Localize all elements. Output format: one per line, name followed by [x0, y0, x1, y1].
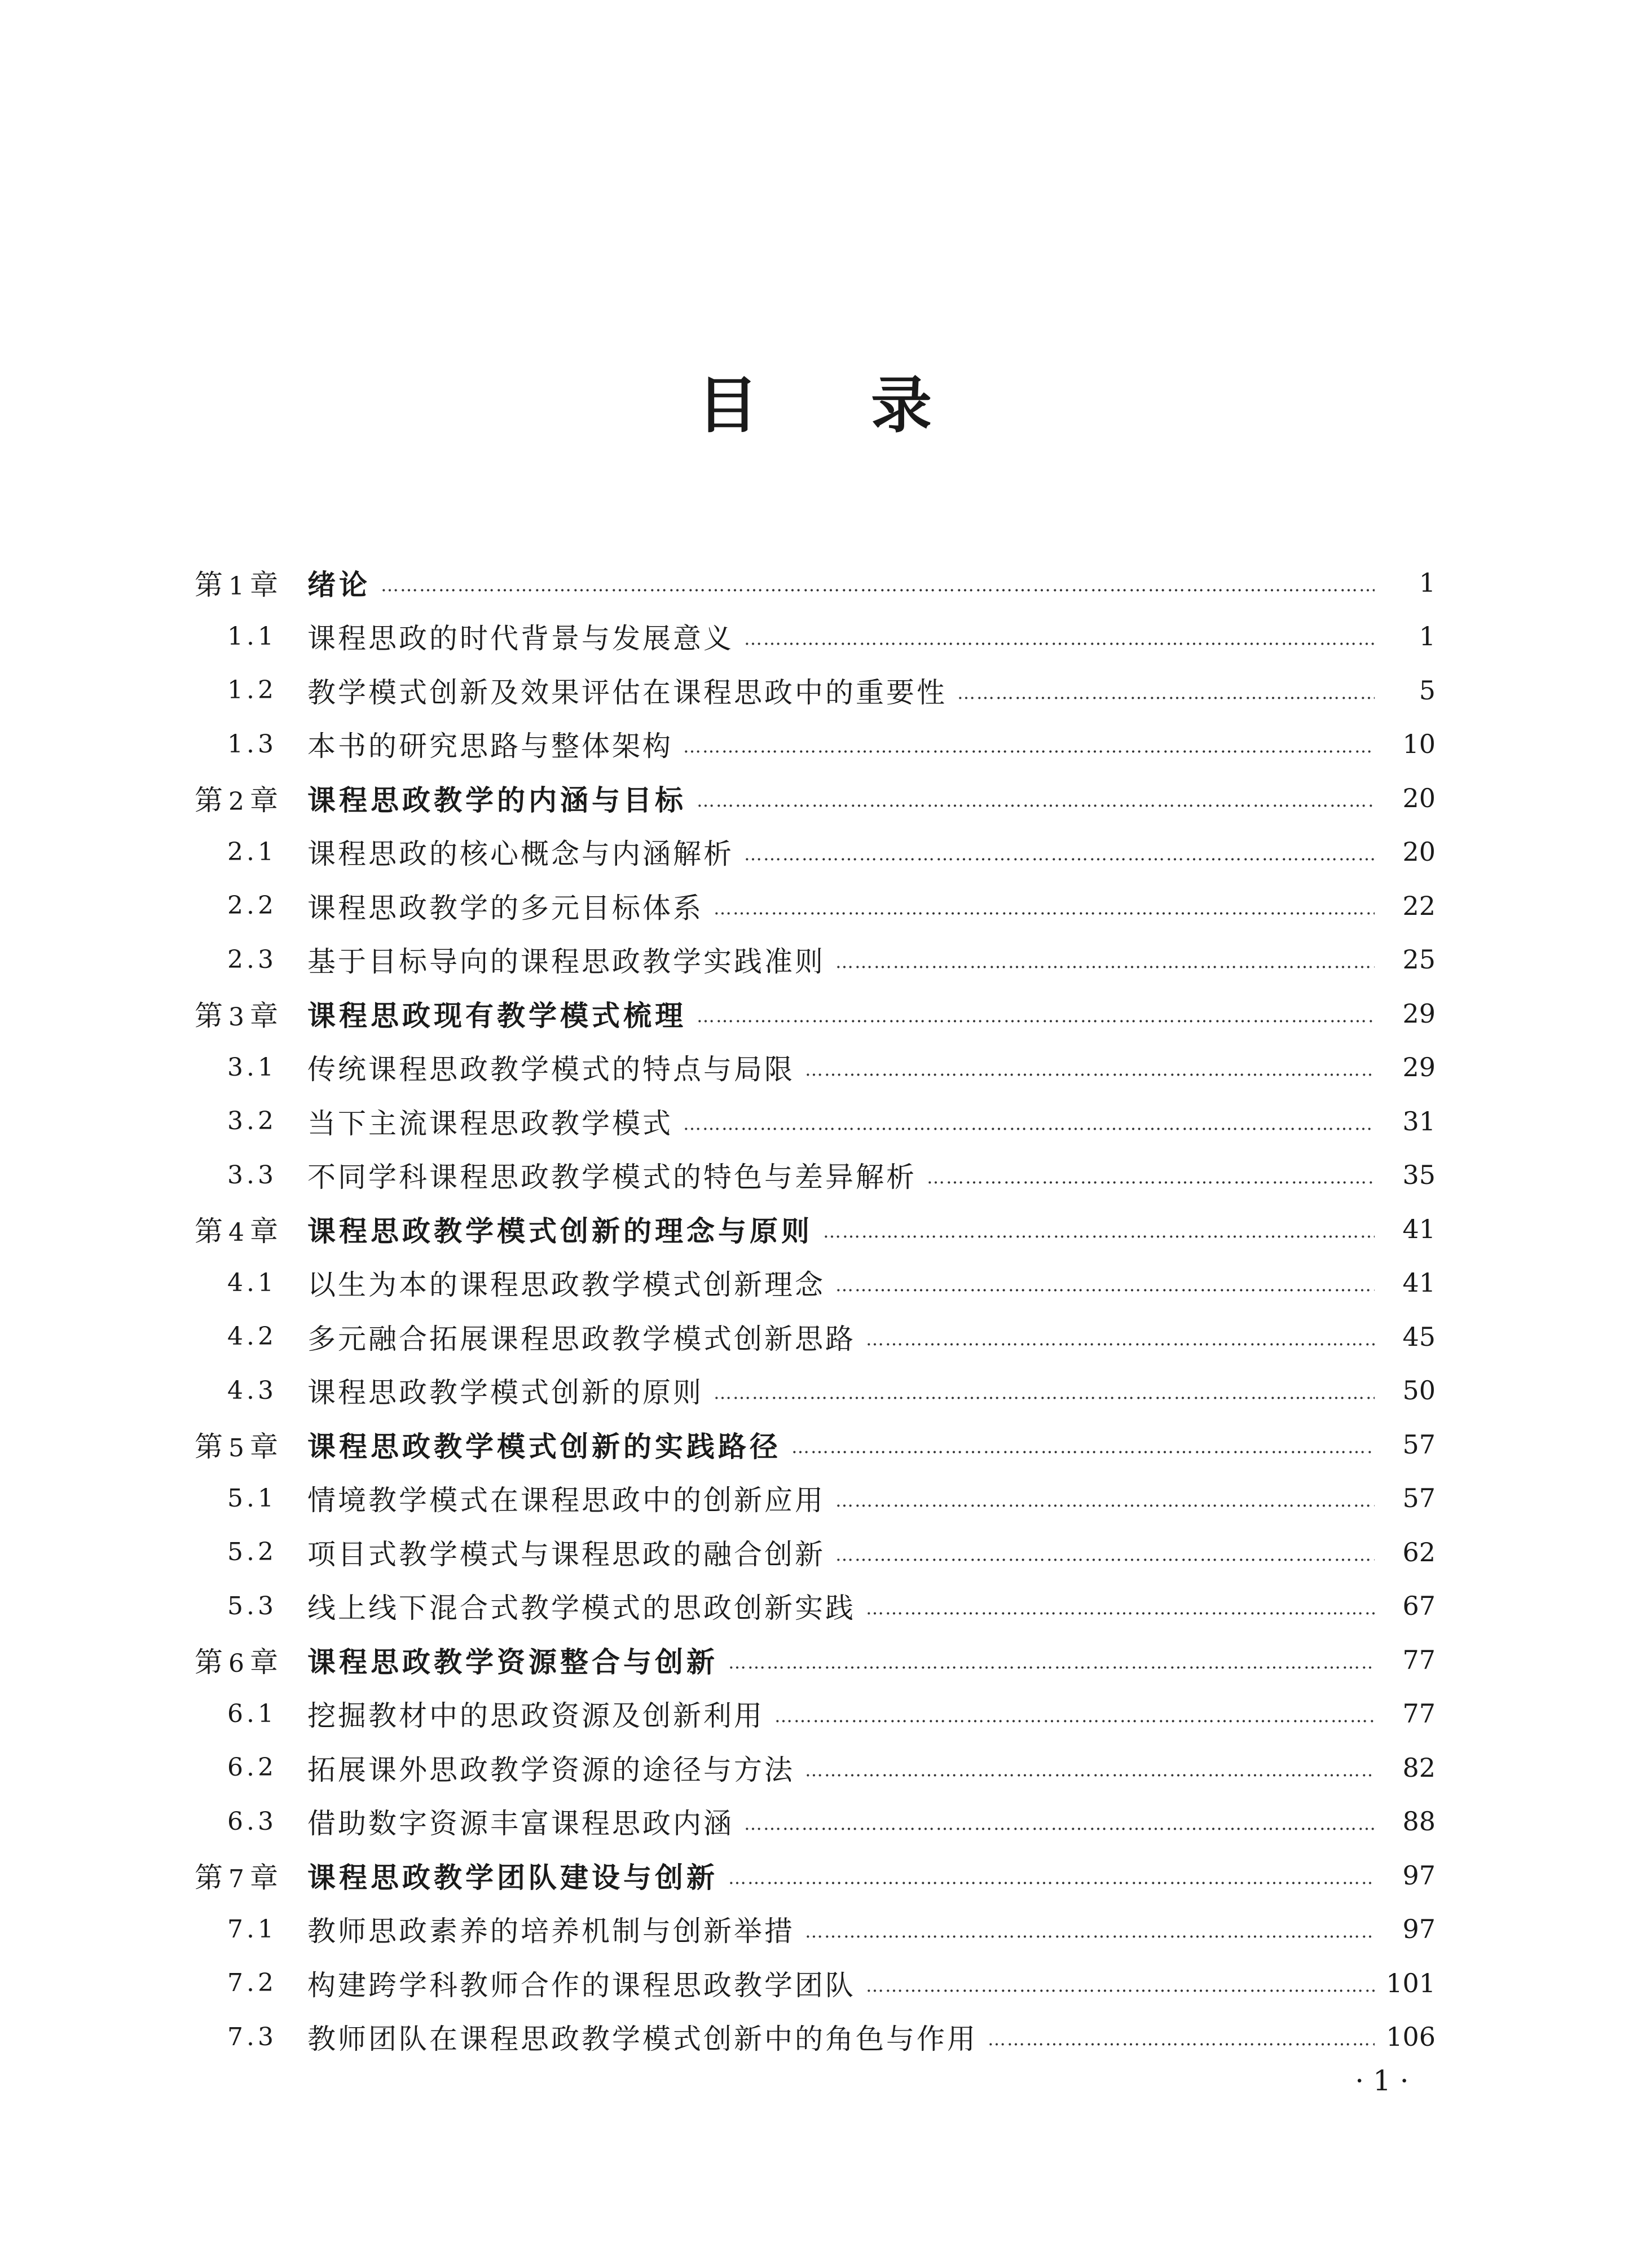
dot-leader [805, 1921, 1375, 1942]
page-ref: 25 [1402, 944, 1436, 975]
section-number: 7.2 [227, 1968, 277, 1998]
page-ref: 10 [1402, 729, 1436, 760]
toc-section-entry[interactable] [195, 825, 1436, 879]
dot-leader [805, 1059, 1375, 1080]
section-number: 6.1 [227, 1699, 277, 1728]
toc-chapter-entry[interactable] [195, 556, 1436, 610]
section-title: 多元融合拓展课程思政教学模式创新思路 [307, 1322, 856, 1355]
chapter-number-prefix: 第 [195, 1214, 223, 1248]
chapter-number [195, 1855, 307, 1896]
chapter-number-suffix: 章 [250, 1645, 278, 1679]
dot-leader [728, 1867, 1375, 1888]
dot-leader [835, 1274, 1375, 1296]
toc-section-entry[interactable] [195, 1525, 1436, 1579]
section-title: 情境教学模式在课程思政中的创新应用 [307, 1484, 825, 1517]
chapter-number-prefix: 第 [195, 568, 223, 601]
dot-leader [683, 1113, 1375, 1134]
section-title: 本书的研究思路与整体架构 [307, 730, 673, 763]
page-title [0, 367, 1629, 446]
dot-leader [988, 2028, 1375, 2050]
chapter-title: 课程思政教学的内涵与目标 [307, 783, 686, 817]
page-ref: 57 [1402, 1483, 1436, 1514]
toc-chapter-entry[interactable] [195, 1633, 1436, 1687]
chapter-title: 课程思政教学团队建设与创新 [307, 1861, 718, 1894]
section-number: 5.2 [227, 1538, 277, 1567]
toc-chapter-entry[interactable] [195, 987, 1436, 1041]
page-number: · 1 · [1355, 2064, 1409, 2097]
chapter-number-n: 5 [228, 1433, 244, 1463]
page-ref: 20 [1402, 836, 1436, 867]
page-ref: 41 [1402, 1213, 1436, 1244]
section-title: 线上线下混合式教学模式的思政创新实践 [307, 1592, 856, 1625]
page-ref: 35 [1402, 1160, 1436, 1191]
page-ref: 77 [1402, 1698, 1436, 1729]
chapter-title: 绪论 [307, 568, 371, 601]
section-number: 2.1 [227, 837, 277, 866]
page-ref: 29 [1402, 998, 1436, 1029]
section-number: 2.3 [227, 945, 277, 974]
chapter-number-n: 4 [228, 1218, 244, 1247]
page-ref: 97 [1402, 1914, 1436, 1945]
toc-chapter-entry[interactable] [195, 771, 1436, 825]
section-number: 1.3 [227, 729, 277, 759]
chapter-number-suffix: 章 [250, 783, 278, 817]
section-title: 教师思政素养的培养机制与创新举措 [307, 1915, 795, 1948]
section-title: 课程思政的核心概念与内涵解析 [307, 838, 734, 871]
toc-chapter-entry[interactable] [195, 1848, 1436, 1903]
section-number: 7.1 [227, 1914, 277, 1944]
section-number: 4.1 [227, 1268, 277, 1297]
dot-leader [866, 1328, 1375, 1350]
section-title: 课程思政教学的多元目标体系 [307, 891, 703, 924]
section-title: 项目式教学模式与课程思政的融合创新 [307, 1538, 825, 1571]
chapter-number [195, 1424, 307, 1465]
chapter-number-n: 1 [228, 571, 244, 601]
toc-section-entry[interactable] [195, 1903, 1436, 1957]
section-title: 构建跨学科教师合作的课程思政教学团队 [307, 1968, 856, 2002]
dot-leader [744, 628, 1375, 649]
dot-leader [714, 1382, 1375, 1403]
page-title-char-2: 录 [871, 371, 932, 441]
toc-section-entry[interactable] [195, 879, 1436, 933]
dot-leader [805, 1759, 1375, 1781]
dot-leader [835, 951, 1375, 972]
toc-section-entry[interactable] [195, 1041, 1436, 1095]
dot-leader [744, 843, 1375, 865]
page-ref: 77 [1402, 1644, 1436, 1675]
chapter-number-prefix: 第 [195, 1645, 223, 1679]
dot-leader [957, 682, 1375, 703]
toc-section-entry[interactable] [195, 717, 1436, 772]
page-ref: 41 [1402, 1267, 1436, 1298]
dot-leader [728, 1652, 1375, 1673]
dot-leader [866, 1597, 1375, 1619]
page-ref: 22 [1402, 890, 1436, 921]
dot-leader [697, 1005, 1375, 1027]
chapter-number-n: 3 [228, 1002, 244, 1032]
section-number: 3.1 [227, 1052, 277, 1082]
section-number: 1.2 [227, 676, 277, 705]
toc-section-entry[interactable] [195, 1148, 1436, 1203]
chapter-number-suffix: 章 [250, 1430, 278, 1463]
section-title: 课程思政教学模式创新的原则 [307, 1376, 703, 1410]
section-number: 3.2 [227, 1107, 277, 1136]
page-ref: 1 [1419, 621, 1436, 652]
toc-section-entry[interactable] [195, 1956, 1436, 2010]
section-number: 7.3 [227, 2022, 277, 2051]
toc-section-entry[interactable] [195, 610, 1436, 664]
section-number: 6.2 [227, 1753, 277, 1782]
dot-leader [791, 1436, 1375, 1457]
dot-leader [683, 736, 1375, 757]
toc-section-entry[interactable] [195, 1472, 1436, 1526]
page-ref: 88 [1402, 1806, 1436, 1837]
toc-chapter-entry[interactable] [195, 1417, 1436, 1472]
page-ref: 50 [1402, 1375, 1436, 1406]
chapter-number [195, 993, 307, 1034]
chapter-number [195, 1640, 307, 1680]
toc-section-entry[interactable] [195, 2010, 1436, 2064]
chapter-title: 课程思政教学模式创新的实践路径 [307, 1430, 781, 1463]
chapter-number-suffix: 章 [250, 1214, 278, 1248]
section-title: 教师团队在课程思政教学模式创新中的角色与作用 [307, 2023, 978, 2056]
section-title: 基于目标导向的课程思政教学实践准则 [307, 945, 825, 979]
chapter-number-suffix: 章 [250, 999, 278, 1032]
page-ref: 67 [1402, 1591, 1436, 1622]
dot-leader [714, 897, 1375, 919]
page-ref: 29 [1402, 1052, 1436, 1083]
page-ref: 101 [1386, 1967, 1436, 1998]
page-ref: 20 [1402, 782, 1436, 813]
chapter-number [195, 1209, 307, 1249]
chapter-number-prefix: 第 [195, 1430, 223, 1463]
section-number: 4.2 [227, 1322, 277, 1351]
section-number: 5.1 [227, 1483, 277, 1513]
section-number: 5.3 [227, 1591, 277, 1620]
chapter-number-suffix: 章 [250, 1861, 278, 1894]
chapter-number-prefix: 第 [195, 1861, 223, 1894]
toc-chapter-entry[interactable] [195, 1202, 1436, 1256]
toc-section-entry[interactable] [195, 1579, 1436, 1633]
page-ref: 106 [1386, 2022, 1436, 2053]
page-ref: 62 [1402, 1536, 1436, 1567]
chapter-number-suffix: 章 [250, 568, 278, 601]
chapter-title: 课程思政教学资源整合与创新 [307, 1645, 718, 1679]
toc-section-entry[interactable] [195, 1687, 1436, 1741]
section-number: 3.3 [227, 1160, 277, 1190]
toc-section-entry[interactable] [195, 1256, 1436, 1310]
toc-section-entry[interactable] [195, 1094, 1436, 1148]
page-ref: 97 [1402, 1860, 1436, 1891]
toc-section-entry[interactable] [195, 1741, 1436, 1795]
page-ref: 1 [1419, 567, 1436, 598]
chapter-number-n: 6 [228, 1649, 244, 1678]
section-title: 教学模式创新及效果评估在课程思政中的重要性 [307, 676, 947, 709]
chapter-title: 课程思政教学模式创新的理念与原则 [307, 1214, 813, 1248]
section-title: 拓展课外思政教学资源的途径与方法 [307, 1753, 795, 1786]
section-title: 传统课程思政教学模式的特点与局限 [307, 1053, 795, 1086]
chapter-title: 课程思政现有教学模式梳理 [307, 999, 686, 1032]
section-title: 借助数字资源丰富课程思政内涵 [307, 1807, 734, 1840]
section-title: 课程思政的时代背景与发展意义 [307, 622, 734, 655]
dot-leader [866, 1975, 1375, 1996]
dot-leader [697, 790, 1375, 811]
section-number: 1.1 [227, 622, 277, 651]
chapter-number-n: 7 [228, 1864, 244, 1893]
section-title: 当下主流课程思政教学模式 [307, 1107, 673, 1140]
toc-section-entry[interactable] [195, 1310, 1436, 1364]
section-number: 6.3 [227, 1807, 277, 1836]
dot-leader [774, 1705, 1375, 1727]
page-ref: 31 [1402, 1106, 1436, 1137]
chapter-number-n: 2 [228, 787, 244, 816]
toc-section-entry[interactable] [195, 1795, 1436, 1849]
section-title: 不同学科课程思政教学模式的特色与差异解析 [307, 1161, 917, 1194]
chapter-number [195, 562, 307, 603]
dot-leader [823, 1221, 1375, 1242]
dot-leader [381, 574, 1375, 596]
dot-leader [744, 1813, 1375, 1834]
toc-section-entry[interactable] [195, 663, 1436, 717]
page-title-char-1: 目 [697, 371, 758, 441]
dot-leader [835, 1490, 1375, 1511]
dot-leader [835, 1544, 1375, 1565]
table-of-contents [195, 556, 1436, 2064]
page-ref: 45 [1402, 1321, 1436, 1352]
dot-leader [927, 1166, 1375, 1188]
page-ref: 5 [1419, 675, 1436, 706]
chapter-number-prefix: 第 [195, 783, 223, 817]
page-ref: 57 [1402, 1429, 1436, 1460]
section-title: 挖掘教材中的思政资源及创新利用 [307, 1699, 764, 1733]
chapter-number [195, 778, 307, 818]
page-ref: 82 [1402, 1752, 1436, 1783]
section-number: 2.2 [227, 891, 277, 921]
toc-section-entry[interactable] [195, 933, 1436, 987]
toc-section-entry[interactable] [195, 1364, 1436, 1418]
section-title: 以生为本的课程思政教学模式创新理念 [307, 1269, 825, 1302]
chapter-number-prefix: 第 [195, 999, 223, 1032]
section-number: 4.3 [227, 1376, 277, 1405]
